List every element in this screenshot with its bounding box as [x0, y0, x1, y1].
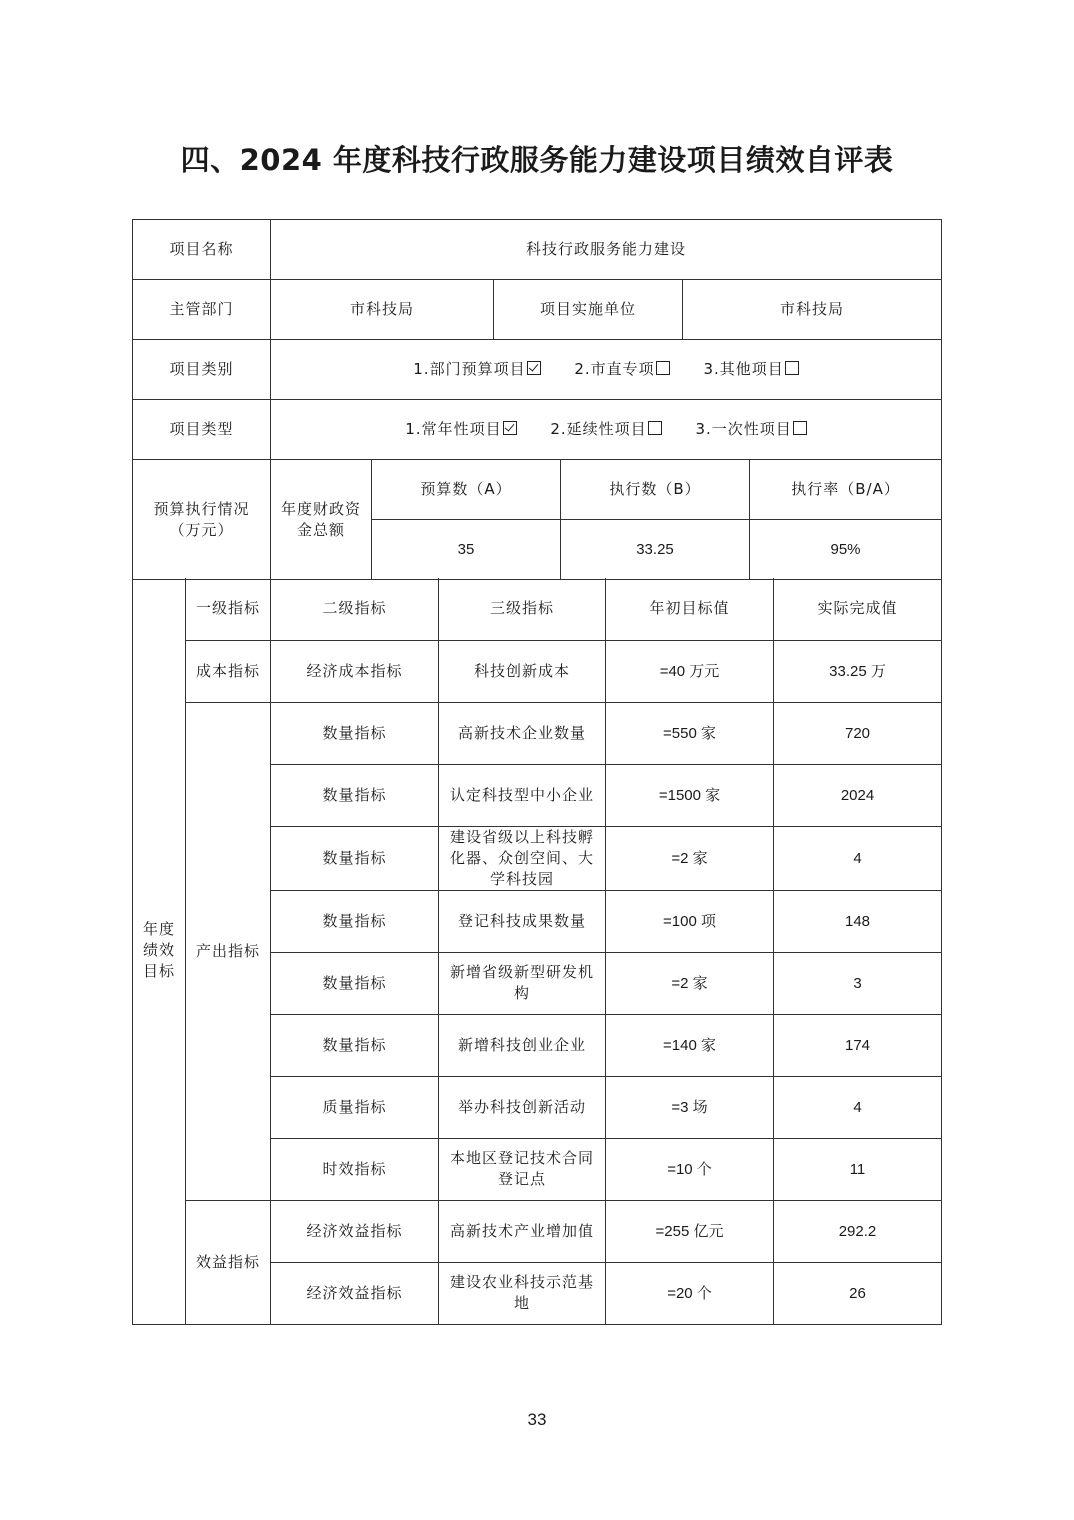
department-row — [133, 280, 942, 340]
target-cell: =1500 家 — [606, 764, 774, 826]
actual-cell: 26 — [774, 1262, 942, 1324]
project-name-row — [133, 220, 942, 280]
actual-cell: 174 — [774, 1014, 942, 1076]
level3-cell: 举办科技创新活动 — [439, 1076, 606, 1138]
type-option: 2.延续性项目 — [550, 420, 661, 438]
budget-header-row — [133, 460, 942, 520]
level3-cell: 新增科技创业企业 — [439, 1014, 606, 1076]
table-row — [133, 702, 942, 764]
level3-cell: 建设省级以上科技孵化器、众创空间、大学科技园 — [439, 826, 606, 890]
level2-cell: 时效指标 — [271, 1138, 439, 1200]
target-cell: =20 个 — [606, 1262, 774, 1324]
level3-header: 三级指标 — [439, 578, 606, 640]
level2-cell: 经济效益指标 — [271, 1262, 439, 1324]
level3-cell: 本地区登记技术合同登记点 — [439, 1138, 606, 1200]
target-cell: =140 家 — [606, 1014, 774, 1076]
empty-box-icon[interactable] — [793, 421, 807, 435]
type-row — [133, 400, 942, 460]
actual-cell: 11 — [774, 1138, 942, 1200]
level2-cell: 经济成本指标 — [271, 640, 439, 702]
level2-cell: 数量指标 — [271, 826, 439, 890]
category-row — [133, 340, 942, 400]
target-cell: =100 项 — [606, 890, 774, 952]
level3-cell: 登记科技成果数量 — [439, 890, 606, 952]
type-option: 3.一次性项目 — [695, 420, 806, 438]
level2-cell: 经济效益指标 — [271, 1200, 439, 1262]
target-cell: =2 家 — [606, 952, 774, 1014]
indicator-header-row — [133, 578, 942, 640]
target-cell: =40 万元 — [606, 640, 774, 702]
actual-cell: 4 — [774, 1076, 942, 1138]
level2-cell: 数量指标 — [271, 952, 439, 1014]
project-name-value: 科技行政服务能力建设 — [271, 220, 942, 280]
level2-cell: 质量指标 — [271, 1076, 439, 1138]
target-cell: =2 家 — [606, 826, 774, 890]
project-info-table — [132, 219, 942, 580]
level1-cost: 成本指标 — [186, 640, 271, 702]
empty-box-icon[interactable] — [656, 361, 670, 375]
exec-value: 33.25 — [561, 520, 750, 580]
table-row — [133, 1200, 942, 1262]
level3-cell: 科技创新成本 — [439, 640, 606, 702]
level2-cell: 数量指标 — [271, 1014, 439, 1076]
level3-cell: 新增省级新型研发机构 — [439, 952, 606, 1014]
level1-header: 一级指标 — [186, 578, 271, 640]
actual-cell: 2024 — [774, 764, 942, 826]
impl-value: 市科技局 — [683, 280, 942, 340]
category-options — [271, 340, 942, 400]
target-cell: =255 亿元 — [606, 1200, 774, 1262]
actual-cell: 148 — [774, 890, 942, 952]
checked-box-icon[interactable] — [527, 361, 541, 375]
target-cell: =10 个 — [606, 1138, 774, 1200]
dept-label: 主管部门 — [133, 280, 271, 340]
target-cell: =3 场 — [606, 1076, 774, 1138]
dept-value: 市科技局 — [271, 280, 494, 340]
budget-value: 35 — [372, 520, 561, 580]
type-label: 项目类型 — [133, 400, 271, 460]
rate-value: 95% — [750, 520, 942, 580]
level3-cell: 高新技术产业增加值 — [439, 1200, 606, 1262]
empty-box-icon[interactable] — [785, 361, 799, 375]
impl-label: 项目实施单位 — [494, 280, 683, 340]
table-row — [133, 640, 942, 702]
level2-cell: 数量指标 — [271, 702, 439, 764]
actual-cell: 4 — [774, 826, 942, 890]
page-number: 33 — [527, 1410, 547, 1429]
level2-header: 二级指标 — [271, 578, 439, 640]
performance-section-label: 年度绩效目标 — [133, 578, 186, 1324]
category-option: 1.部门预算项目 — [413, 360, 540, 378]
empty-box-icon[interactable] — [648, 421, 662, 435]
page-title: 四、2024 年度科技行政服务能力建设项目绩效自评表 — [180, 143, 894, 177]
budget-label: 预算执行情况（万元） — [133, 460, 271, 580]
level1-benefit: 效益指标 — [186, 1200, 271, 1324]
category-option: 3.其他项目 — [703, 360, 798, 378]
type-options — [271, 400, 942, 460]
level3-cell: 建设农业科技示范基地 — [439, 1262, 606, 1324]
category-option: 2.市直专项 — [574, 360, 669, 378]
level3-cell: 认定科技型中小企业 — [439, 764, 606, 826]
actual-cell: 33.25 万 — [774, 640, 942, 702]
exec-header: 执行数（B） — [561, 460, 750, 520]
target-cell: =550 家 — [606, 702, 774, 764]
target-header: 年初目标值 — [606, 578, 774, 640]
level1-output: 产出指标 — [186, 702, 271, 1200]
budget-header: 预算数（A） — [372, 460, 561, 520]
actual-cell: 3 — [774, 952, 942, 1014]
indicator-table — [132, 578, 942, 1325]
checked-box-icon[interactable] — [503, 421, 517, 435]
level2-cell: 数量指标 — [271, 764, 439, 826]
rate-header: 执行率（B/A） — [750, 460, 942, 520]
fund-total-label: 年度财政资金总额 — [271, 460, 372, 580]
type-option: 1.常年性项目 — [405, 420, 516, 438]
category-label: 项目类别 — [133, 340, 271, 400]
level3-cell: 高新技术企业数量 — [439, 702, 606, 764]
actual-cell: 292.2 — [774, 1200, 942, 1262]
actual-header: 实际完成值 — [774, 578, 942, 640]
level2-cell: 数量指标 — [271, 890, 439, 952]
project-name-label: 项目名称 — [133, 220, 271, 280]
actual-cell: 720 — [774, 702, 942, 764]
